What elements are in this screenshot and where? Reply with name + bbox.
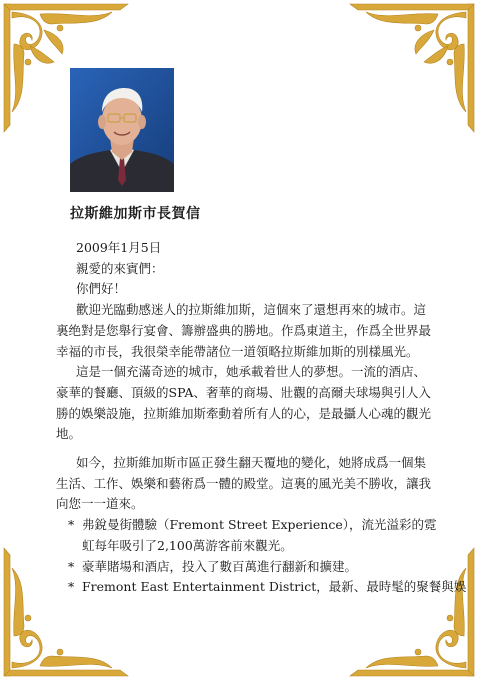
mayor-portrait-photo xyxy=(70,68,174,192)
paragraph-line: 幸福的市長，我很榮幸能帶諸位一道領略拉斯維加斯的別樣風光。 xyxy=(56,343,419,359)
bullet-star-icon: * xyxy=(68,579,75,595)
bullet-continuation: 虹每年吸引了2,100萬游客前來觀光。 xyxy=(82,537,293,553)
bullet-star-icon: * xyxy=(68,558,75,574)
paragraph-2 xyxy=(56,362,436,445)
paragraph-line: 歡迎光臨動感迷人的拉斯維加斯，這個來了還想再來的城市。這 xyxy=(76,302,427,318)
paragraph-1 xyxy=(56,300,436,362)
paragraph-line: 勝的娛樂設施，拉斯維加斯牽動着所有人的心，是最攝人心魂的觀光 xyxy=(56,405,432,421)
paragraph-line: 生活、工作、娛樂和藝術爲一體的殿堂。這裏的風光美不勝收，讓我 xyxy=(56,475,432,491)
bullet-item xyxy=(56,577,467,598)
portrait-illustration xyxy=(70,68,174,192)
paragraph-line: 這是一個充滿奇迹的城市，她承載着世人的夢想。一流的酒店、 xyxy=(76,364,427,380)
bullet-text: 豪華賭場和酒店，投入了數百萬進行翻新和擴建。 xyxy=(82,558,358,574)
paragraph-line: 向您一一道來。 xyxy=(56,496,144,512)
letter-title: 拉斯維加斯市長賀信 xyxy=(70,206,201,222)
corner-ornament-top-right xyxy=(343,0,478,140)
bullet-list xyxy=(56,515,467,598)
bullet-text: 弗銳曼街體驗（Fremont Street Experience），流光溢彩的霓 xyxy=(82,517,437,533)
letter-date: 2009年1月5日 xyxy=(76,240,162,255)
paragraph-line: 如今，拉斯維加斯市區正發生翻天覆地的變化，她將成爲一個集 xyxy=(76,455,427,471)
paragraph-3 xyxy=(56,453,436,515)
bullet-item xyxy=(56,515,436,536)
paragraph-line: 裏绝對是您舉行宴會、籌辦盛典的勝地。作爲東道主，作爲全世界最 xyxy=(56,322,432,338)
paragraph-line: 豪華的餐廳、頂級的SPA、奢華的商場、壯觀的高爾夫球場與引人入 xyxy=(56,384,431,400)
letter-greeting: 你們好！ xyxy=(76,281,127,297)
bullet-star-icon: * xyxy=(68,517,75,533)
letter-body xyxy=(56,238,467,598)
bullet-item xyxy=(56,557,436,578)
bullet-text: Fremont East Entertainment District，最新、最時髦的聚餐與娛 xyxy=(82,579,467,595)
paragraph-line: 地。 xyxy=(56,426,82,442)
letter-salutation: 親愛的來賓們： xyxy=(76,260,164,276)
